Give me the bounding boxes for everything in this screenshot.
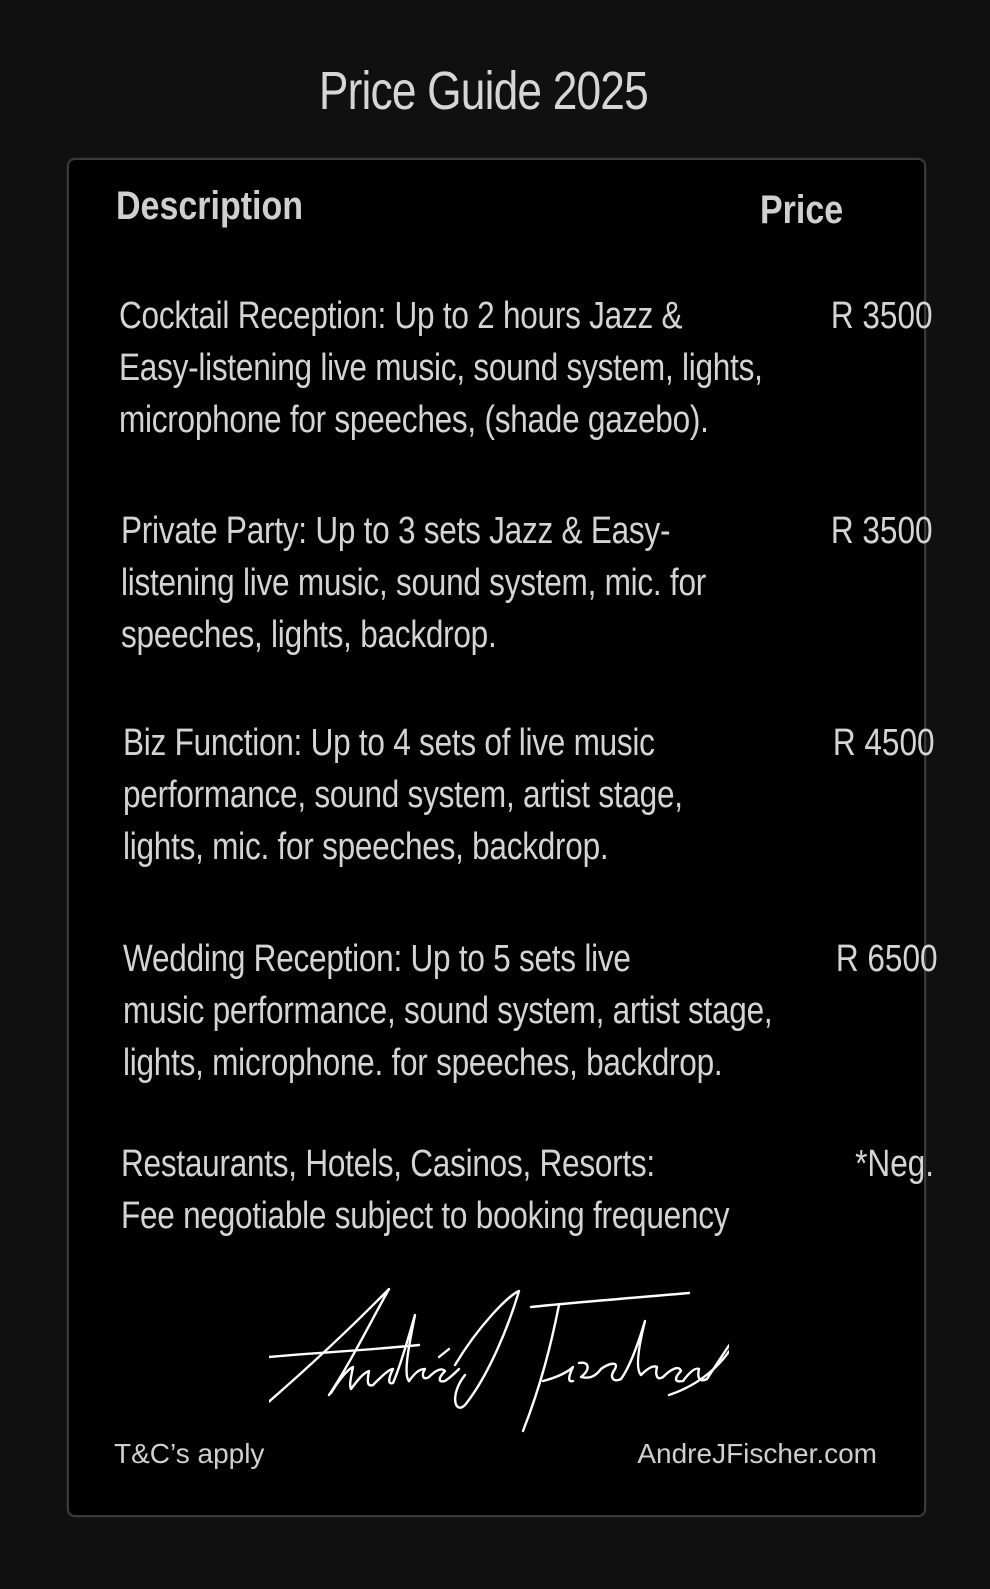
item-description (119, 290, 766, 446)
item-price: *Neg. (855, 1143, 934, 1185)
price-item-wedding (123, 933, 938, 1089)
column-header-price: Price (760, 188, 844, 232)
item-price: R 6500 (836, 938, 938, 980)
column-header-description: Description (116, 184, 304, 228)
price-item-biz-function (123, 717, 935, 873)
item-description-line: speeches, lights, backdrop. (121, 614, 497, 656)
item-description-line: Wedding Reception: Up to 5 sets live (123, 938, 631, 980)
item-price: R 4500 (833, 722, 935, 764)
item-description-line: Cocktail Reception: Up to 2 hours Jazz & (119, 295, 683, 337)
item-description (123, 933, 773, 1089)
item-description-line: performance, sound system, artist stage, (123, 774, 683, 816)
item-description (121, 505, 768, 661)
signature-image (269, 1285, 729, 1435)
item-description-line: Easy-listening live music, sound system, lights, (119, 347, 763, 389)
item-description-line: music performance, sound system, artist stage, (123, 990, 773, 1032)
price-item-restaurants (121, 1138, 934, 1242)
item-description (123, 717, 770, 873)
price-item-cocktail (119, 290, 933, 446)
page-title: Price Guide 2025 (318, 61, 648, 121)
website-link[interactable]: AndreJFischer.com (637, 1438, 877, 1469)
item-description-line: Fee negotiable subject to booking frequency (121, 1195, 730, 1237)
price-item-private-party (121, 505, 933, 661)
terms-note: T&C’s apply (114, 1438, 265, 1469)
item-description-line: microphone for speeches, (shade gazebo). (119, 399, 709, 441)
item-description-line: lights, mic. for speeches, backdrop. (123, 826, 609, 868)
item-description-line: lights, microphone. for speeches, backdrop. (123, 1042, 723, 1084)
item-description-line: Private Party: Up to 3 sets Jazz & Easy- (121, 510, 671, 552)
price-card (67, 158, 938, 1517)
item-price: R 3500 (831, 295, 933, 337)
item-description (121, 1138, 768, 1242)
item-description-line: listening live music, sound system, mic. for (121, 562, 706, 604)
item-description-line: Biz Function: Up to 4 sets of live music (123, 722, 655, 764)
item-price: R 3500 (831, 510, 933, 552)
item-description-line: Restaurants, Hotels, Casinos, Resorts: (121, 1143, 655, 1185)
